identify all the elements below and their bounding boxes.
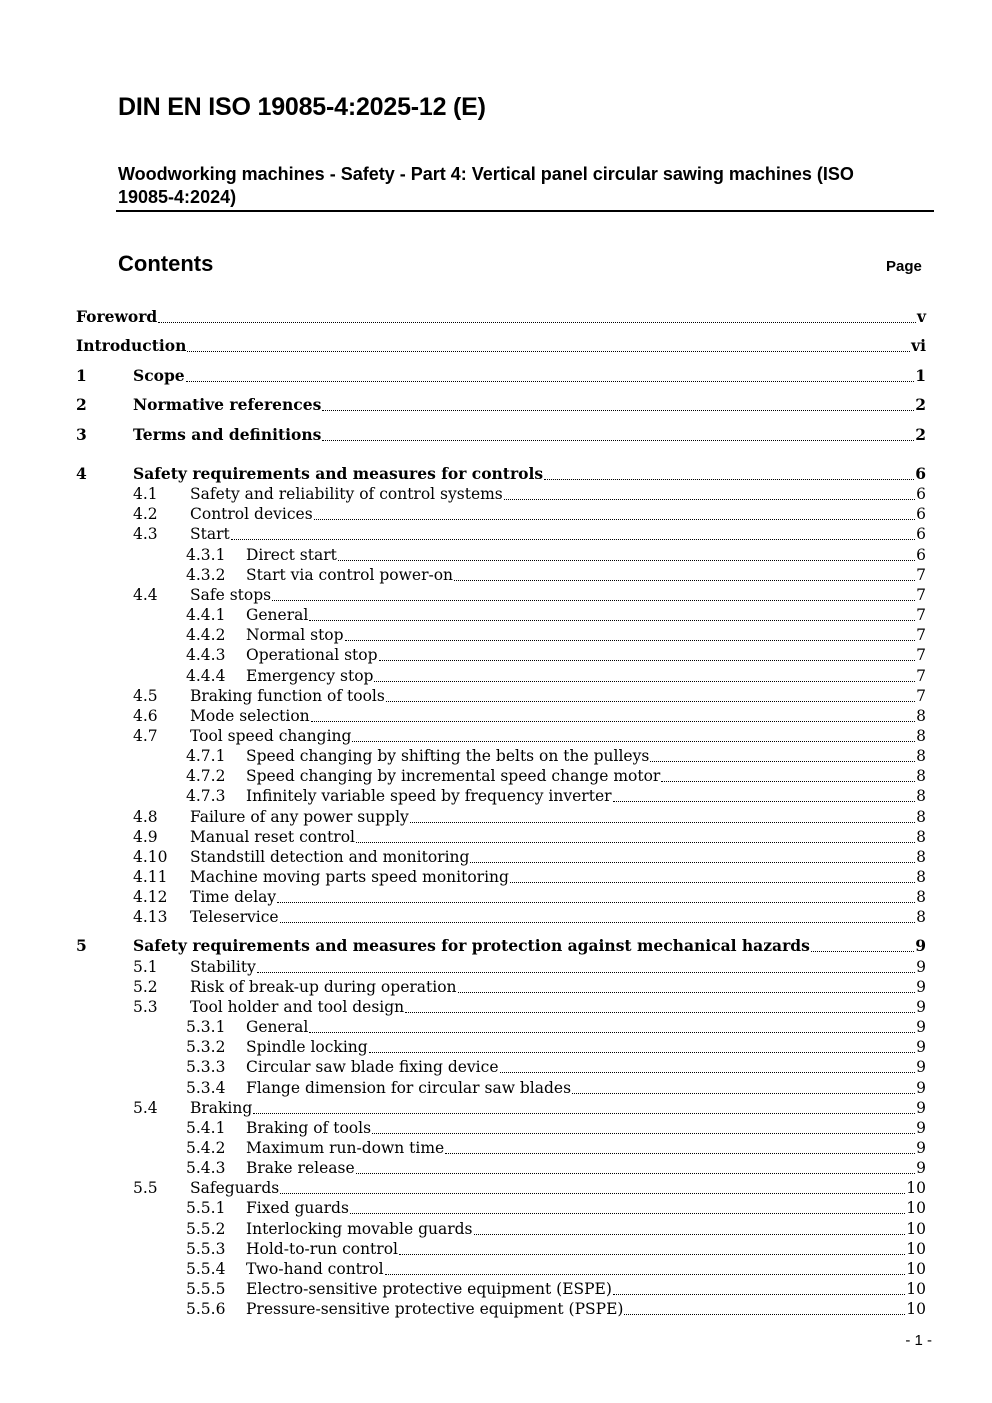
toc-entry[interactable]: [0, 1239, 992, 1259]
toc-dot-leader: [445, 1152, 915, 1154]
toc-entry-number: 4.3.2: [186, 565, 226, 584]
toc-dot-leader: [405, 1011, 915, 1013]
toc-entry-number: 5.3.4: [186, 1078, 226, 1097]
toc-dot-leader: [510, 881, 915, 883]
toc-entry-page: 10: [906, 1179, 926, 1198]
toc-entry-number: 5.5.4: [186, 1259, 226, 1278]
toc-entry-number: 4.9: [133, 827, 158, 846]
toc-entry[interactable]: [0, 1178, 992, 1198]
toc-entry-number: 4.4.2: [186, 626, 226, 645]
toc-entry[interactable]: [0, 1299, 992, 1319]
toc-entry-number: 5.3: [133, 997, 158, 1016]
toc-entry-title: Infinitely variable speed by frequency inverter: [246, 787, 612, 806]
toc-dot-leader: [470, 861, 915, 863]
toc-entry[interactable]: [0, 336, 992, 356]
toc-entry-page: 9: [916, 1058, 926, 1077]
toc-entry-page: 6: [916, 485, 926, 504]
toc-entry-number: 5.4.2: [186, 1138, 226, 1157]
toc-entry[interactable]: [0, 545, 992, 565]
toc-entry-page: 6: [916, 545, 926, 564]
toc-entry-number: 5: [76, 936, 87, 956]
toc-entry-number: 4.7.1: [186, 747, 226, 766]
toc-entry-title: Safe stops: [190, 585, 272, 604]
toc-entry[interactable]: [0, 1057, 992, 1077]
toc-entry[interactable]: [0, 425, 992, 445]
toc-dot-leader: [458, 991, 916, 993]
toc-entry[interactable]: [0, 504, 992, 524]
toc-entry-number: 4.2: [133, 505, 158, 524]
toc-entry-title: Direct start: [246, 545, 337, 564]
toc-entry[interactable]: [0, 464, 992, 484]
toc-dot-leader: [322, 409, 914, 411]
toc-entry-title: Start: [190, 525, 230, 544]
toc-dot-leader: [272, 599, 915, 601]
toc-entry-title: Spindle locking: [246, 1038, 368, 1057]
toc-entry-number: 4.7.2: [186, 767, 226, 786]
toc-entry-page: v: [916, 307, 926, 326]
toc-entry[interactable]: [0, 766, 992, 786]
toc-entry[interactable]: [0, 1017, 992, 1037]
toc-entry-title: Stability: [190, 957, 256, 976]
toc-entry-page: 6: [915, 464, 926, 483]
toc-entry-page: 9: [916, 1118, 926, 1137]
toc-entry-number: 5.4.1: [186, 1118, 226, 1137]
toc-entry[interactable]: [0, 524, 992, 544]
toc-dot-leader: [322, 439, 914, 441]
toc-entry-title: Flange dimension for circular saw blades: [246, 1078, 572, 1097]
toc-entry-title: General: [246, 1018, 309, 1037]
toc-entry-title: Terms and definitions: [133, 425, 322, 444]
toc-entry-page: 9: [916, 1098, 926, 1117]
toc-entry-number: 5.3.1: [186, 1018, 226, 1037]
toc-entry[interactable]: [0, 1078, 992, 1098]
toc-entry-page: 9: [916, 1138, 926, 1157]
toc-entry-title: Start via control power-on: [246, 565, 454, 584]
toc-entry-number: 5.3.3: [186, 1058, 226, 1077]
toc-entry-page: vi: [911, 336, 926, 355]
toc-entry-number: 4: [76, 464, 87, 483]
toc-entry-page: 8: [916, 807, 926, 826]
toc-entry[interactable]: [0, 1037, 992, 1057]
toc-dot-leader: [345, 639, 916, 641]
toc-entry-number: 4.4.4: [186, 666, 226, 685]
toc-entry-page: 7: [916, 606, 926, 625]
toc-entry-page: 8: [916, 908, 926, 927]
toc-entry-number: 4.11: [133, 868, 168, 886]
toc-dot-leader: [474, 1233, 906, 1235]
toc-entry-page: 10: [906, 1199, 926, 1218]
toc-entry[interactable]: [0, 1219, 992, 1239]
toc-entry[interactable]: [0, 686, 992, 706]
toc-entry-title: Fixed guards: [246, 1199, 349, 1218]
toc-entry[interactable]: [0, 307, 992, 327]
toc-entry-number: 5.5.6: [186, 1300, 226, 1319]
toc-dot-leader: [650, 760, 915, 762]
toc-entry-number: 4.4.1: [186, 606, 226, 625]
toc-entry-number: 4.3: [133, 525, 158, 544]
toc-entry-page: 7: [916, 666, 926, 685]
toc-dot-leader: [399, 1253, 905, 1255]
toc-entry-title: Hold-to-run control: [246, 1239, 398, 1258]
toc-entry-number: 4.12: [133, 888, 168, 907]
toc-entry-title: Maximum run-down time: [246, 1138, 445, 1157]
toc-entry-title: Two-hand control: [246, 1259, 384, 1278]
toc-entry-title: Teleservice: [190, 908, 279, 927]
toc-entry-title: Time delay: [190, 888, 277, 907]
toc-entry[interactable]: [0, 786, 992, 806]
toc-entry-title: Scope: [133, 366, 185, 385]
toc-dot-leader: [500, 1071, 916, 1073]
toc-entry-title: Introduction: [76, 336, 187, 355]
toc-entry-page: 9: [916, 1078, 926, 1097]
toc-dot-leader: [369, 1051, 915, 1053]
toc-dot-leader: [572, 1092, 915, 1094]
toc-entry[interactable]: [0, 746, 992, 766]
toc-entry-title: Pressure-sensitive protective equipment (PSPE): [246, 1300, 624, 1319]
toc-entry-title: Operational stop: [246, 646, 378, 665]
toc-entry-page: 10: [906, 1219, 926, 1238]
toc-entry-page: 7: [916, 646, 926, 665]
toc-entry-title: Speed changing by shifting the belts on the pulleys: [246, 747, 650, 766]
toc-entry-number: 5.1: [133, 957, 158, 976]
toc-entry[interactable]: [0, 827, 992, 847]
toc-entry-title: Circular saw blade fixing device: [246, 1058, 499, 1077]
toc-entry-page: 7: [916, 565, 926, 584]
toc-entry-page: 6: [916, 525, 926, 544]
toc-entry-page: 10: [906, 1239, 926, 1258]
toc-entry-title: Braking: [190, 1098, 253, 1117]
toc-dot-leader: [186, 380, 915, 382]
toc-dot-leader: [231, 538, 915, 540]
toc-dot-leader: [338, 559, 915, 561]
toc-entry-number: 4.7: [133, 726, 158, 745]
toc-entry-number: 5.5.2: [186, 1219, 226, 1238]
toc-entry-page: 2: [915, 425, 926, 444]
toc-entry-number: 5.5.1: [186, 1199, 226, 1218]
toc-entry-page: 10: [906, 1259, 926, 1278]
toc-entry-page: 7: [916, 686, 926, 705]
toc-entry-number: 5.4.3: [186, 1159, 226, 1178]
toc-entry-page: 8: [916, 787, 926, 806]
toc-entry-page: 2: [915, 395, 926, 414]
toc-entry-number: 5.5.3: [186, 1239, 226, 1258]
toc-dot-leader: [374, 680, 915, 682]
toc-dot-leader: [661, 780, 915, 782]
toc-dot-leader: [280, 1192, 905, 1194]
toc-dot-leader: [350, 1212, 905, 1214]
toc-entry[interactable]: [0, 907, 992, 927]
toc-entry[interactable]: [0, 997, 992, 1017]
toc-entry[interactable]: [0, 366, 992, 386]
toc-entry-number: 4.6: [133, 706, 158, 725]
toc-entry[interactable]: [0, 1118, 992, 1138]
toc-entry[interactable]: [0, 625, 992, 645]
toc-dot-leader: [311, 720, 915, 722]
toc-entry-title: Standstill detection and monitoring: [190, 847, 470, 866]
toc-dot-leader: [613, 800, 916, 802]
toc-entry[interactable]: [0, 936, 992, 956]
toc-entry[interactable]: [0, 1279, 992, 1299]
toc-dot-leader: [277, 901, 915, 903]
toc-entry-title: Safety requirements and measures for controls: [133, 464, 544, 483]
toc-entry-title: Speed changing by incremental speed change motor: [246, 767, 661, 786]
toc-entry[interactable]: [0, 585, 992, 605]
toc-entry-title: Manual reset control: [190, 827, 355, 846]
toc-entry-number: 4.7.3: [186, 787, 226, 806]
toc-entry[interactable]: [0, 1259, 992, 1279]
toc-entry[interactable]: [0, 645, 992, 665]
toc-entry-title: Mode selection: [190, 706, 310, 725]
toc-entry-page: 9: [916, 1018, 926, 1037]
document-subtitle: Woodworking machines - Safety - Part 4: Vertical panel circular sawing machines (ISO 19085-4:2024): [118, 164, 854, 207]
toc-entry-page: 8: [916, 706, 926, 725]
toc-entry[interactable]: [0, 867, 992, 887]
page-column-label: Page: [886, 258, 922, 275]
toc-entry-title: Braking of tools: [246, 1118, 372, 1137]
toc-dot-leader: [379, 659, 916, 661]
toc-entry-title: Interlocking movable guards: [246, 1219, 473, 1238]
toc-dot-leader: [504, 498, 915, 500]
toc-entry-page: 8: [916, 726, 926, 745]
toc-entry-title: Safety requirements and measures for protection against mechanical hazards: [133, 936, 810, 956]
toc-entry-page: 1: [915, 366, 926, 385]
toc-entry-page: 9: [915, 936, 926, 956]
toc-entry-number: 1: [76, 366, 87, 385]
toc-dot-leader: [624, 1313, 905, 1315]
toc-entry-number: 4.4.3: [186, 646, 226, 665]
toc-dot-leader: [187, 350, 910, 352]
toc-entry[interactable]: [0, 957, 992, 977]
toc-dot-leader: [352, 740, 915, 742]
toc-entry-page: 9: [916, 977, 926, 996]
toc-dot-leader: [309, 1031, 915, 1033]
toc-entry[interactable]: [0, 1158, 992, 1178]
toc-dot-leader: [410, 821, 915, 823]
toc-entry-number: 5.2: [133, 977, 158, 996]
toc-entry-page: 7: [916, 585, 926, 604]
toc-entry-title: Braking function of tools: [190, 686, 385, 705]
toc-entry-page: 8: [916, 767, 926, 786]
toc-entry-number: 5.5: [133, 1179, 158, 1198]
toc-entry[interactable]: [0, 605, 992, 625]
toc-entry-page: 8: [916, 888, 926, 907]
toc-entry[interactable]: [0, 977, 992, 997]
toc-entry-page: 8: [916, 827, 926, 846]
toc-entry[interactable]: [0, 395, 992, 415]
toc-entry-page: 10: [906, 1280, 926, 1298]
toc-entry-title: Safety and reliability of control systems: [190, 485, 503, 504]
toc-entry-title: Electro-sensitive protective equipment (ESPE): [246, 1280, 612, 1298]
toc-entry-page: 8: [916, 747, 926, 766]
toc-entry-title: Machine moving parts speed monitoring: [190, 868, 509, 886]
toc-entry-number: 5.4: [133, 1098, 158, 1117]
toc-entry[interactable]: [0, 666, 992, 686]
toc-entry-number: 5.3.2: [186, 1038, 226, 1057]
toc-entry-page: 10: [906, 1300, 926, 1319]
toc-entry-number: 4.5: [133, 686, 158, 705]
toc-entry-number: 4.3.1: [186, 545, 226, 564]
toc-entry-number: 5.5.5: [186, 1280, 226, 1298]
toc-entry-title: Foreword: [76, 307, 158, 326]
toc-entry-title: Failure of any power supply: [190, 807, 409, 826]
toc-entry[interactable]: [0, 565, 992, 585]
toc-dot-leader: [280, 921, 916, 923]
toc-dot-leader: [544, 478, 914, 480]
toc-entry-page: 9: [916, 997, 926, 1016]
toc-entry-title: Brake release: [246, 1159, 355, 1178]
toc-entry-title: Normal stop: [246, 626, 344, 645]
toc-entry-title: Control devices: [190, 505, 313, 524]
toc-entry-number: 4.13: [133, 908, 168, 927]
toc-entry-page: 6: [916, 505, 926, 524]
toc-dot-leader: [613, 1293, 905, 1295]
toc-entry-number: 4.10: [133, 847, 168, 866]
toc-entry-page: 8: [916, 847, 926, 866]
toc-dot-leader: [372, 1132, 915, 1134]
toc-entry[interactable]: [0, 887, 992, 907]
toc-entry[interactable]: [0, 807, 992, 827]
toc-dot-leader: [454, 579, 915, 581]
toc-entry[interactable]: [0, 847, 992, 867]
toc-entry-page: 8: [916, 868, 926, 886]
toc-entry-page: 9: [916, 1159, 926, 1178]
toc-dot-leader: [386, 700, 915, 702]
toc-dot-leader: [253, 1112, 915, 1114]
toc-entry-page: 9: [916, 1038, 926, 1057]
toc-entry-title: Tool speed changing: [190, 726, 352, 745]
toc-entry[interactable]: [0, 1198, 992, 1218]
toc-entry[interactable]: [0, 706, 992, 726]
toc-entry[interactable]: [0, 1138, 992, 1158]
toc-entry-title: Risk of break-up during operation: [190, 977, 457, 996]
toc-entry-page: 7: [916, 626, 926, 645]
toc-dot-leader: [158, 321, 916, 323]
toc-dot-leader: [309, 619, 915, 621]
toc-dot-leader: [314, 518, 915, 520]
toc-entry-number: 2: [76, 395, 87, 414]
document-title: DIN EN ISO 19085-4:2025-12 (E): [118, 93, 486, 121]
toc-entry-page: 9: [916, 957, 926, 976]
contents-heading: Contents: [118, 251, 214, 276]
toc-entry-title: Normative references: [133, 395, 322, 414]
toc-entry-title: General: [246, 606, 309, 625]
title-divider: [116, 210, 934, 212]
toc-entry[interactable]: [0, 726, 992, 746]
toc-dot-leader: [356, 1172, 916, 1174]
toc-dot-leader: [811, 950, 914, 952]
toc-entry-title: Emergency stop: [246, 666, 374, 685]
toc-entry-number: 4.1: [133, 485, 158, 504]
page-number: - 1 -: [905, 1332, 932, 1349]
toc-entry[interactable]: [0, 1098, 992, 1118]
toc-entry-number: 4.4: [133, 585, 158, 604]
toc-dot-leader: [257, 971, 915, 973]
toc-entry[interactable]: [0, 484, 992, 504]
toc-entry-title: Tool holder and tool design: [190, 997, 405, 1016]
toc-dot-leader: [385, 1273, 906, 1275]
toc-entry-number: 3: [76, 425, 87, 444]
toc-entry-title: Safeguards: [190, 1179, 280, 1198]
toc-dot-leader: [356, 841, 915, 843]
toc-entry-number: 4.8: [133, 807, 158, 826]
